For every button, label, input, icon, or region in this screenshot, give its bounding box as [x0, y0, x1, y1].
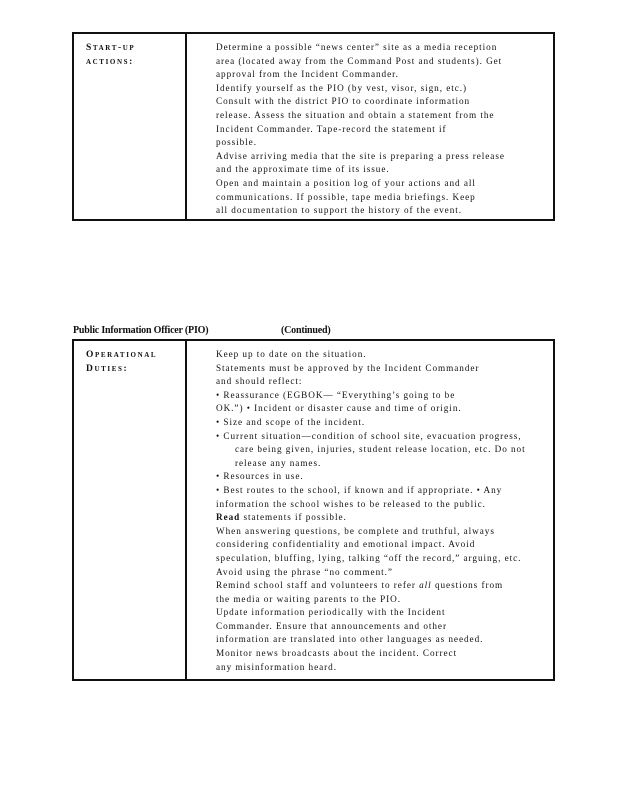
duty-line: Avoid using the phrase “no comment.” [216, 566, 393, 577]
duty-line: and should reflect: [216, 376, 303, 387]
section-continued: (Continued) [281, 325, 331, 336]
remind-post: questions from [431, 580, 504, 591]
startup-line: possible. [216, 137, 257, 148]
startup-line: area (located away from the Command Post and students). Get [216, 55, 503, 66]
startup-label-line1: Start-up [86, 43, 136, 53]
duty-line: • Size and scope of the incident. [216, 416, 366, 427]
duty-line: Commander. Ensure that announcements and other [216, 620, 447, 631]
operational-body [216, 348, 545, 674]
startup-line: communications. If possible, tape media briefings. Keep [216, 191, 476, 202]
duty-line: considering confidentiality and emotional impact. Avoid [216, 539, 476, 550]
duty-line: speculation, bluffing, lying, talking “off the record,” arguing, etc. [216, 552, 522, 563]
duty-line: care being given, injuries, student release location, etc. Do not [235, 444, 526, 455]
startup-line: and the approximate time of its issue. [216, 164, 390, 175]
remind-pre: Remind school staff and volunteers to refer [216, 580, 420, 591]
startup-line: all documentation to support the history of the event. [216, 205, 462, 216]
startup-label [86, 41, 135, 69]
duty-line: any misinformation heard. [216, 661, 337, 672]
duty-line: • Reassurance (EGBOK— “Everything’s going to be [216, 389, 456, 400]
startup-body [216, 41, 545, 218]
startup-line: Consult with the district PIO to coordinate information [216, 96, 471, 107]
startup-label-line2: actions: [86, 57, 134, 67]
duty-line: • Best routes to the school, if known and if appropriate. • Any [216, 484, 503, 495]
startup-line: Determine a possible “news center” site as a media reception [216, 42, 498, 52]
duty-line: Update information periodically with the Incident [216, 607, 446, 618]
duty-line: information are translated into other languages as needed. [216, 634, 484, 645]
startup-line: Identify yourself as the PIO (by vest, visor, sign, etc.) [216, 82, 468, 93]
duty-line: When answering questions, be complete and truthful, always [216, 525, 495, 536]
startup-label-cell [74, 34, 187, 219]
operational-label-line1: Operational [86, 350, 158, 360]
startup-line: Advise arriving media that the site is preparing a press release [216, 150, 505, 161]
read-emphasis: Read [216, 512, 241, 523]
operational-duties-table [72, 339, 555, 681]
duty-line: the media or waiting parents to the PIO. [216, 593, 401, 604]
operational-label [86, 348, 157, 376]
duty-line: Keep up to date on the situation. [216, 349, 367, 359]
duty-line: Statements must be approved by the Incident Commander [216, 362, 480, 373]
remind-all: all [419, 580, 432, 591]
read-rest: statements if possible. [240, 512, 347, 523]
startup-line: release. Assess the situation and obtain a statement from the [216, 109, 495, 120]
duty-line [216, 511, 545, 525]
operational-label-cell [74, 341, 187, 679]
startup-line: Open and maintain a position log of your actions and all [216, 177, 476, 188]
startup-line: approval from the Incident Commander. [216, 69, 399, 80]
section-title: Public Information Officer (PIO) [73, 325, 209, 336]
duty-line: release any names. [235, 457, 322, 468]
operational-label-line2: Duties: [86, 364, 129, 374]
duty-line: • Resources in use. [216, 471, 304, 482]
duty-line [216, 579, 545, 593]
startup-line: Incident Commander. Tape-record the statement if [216, 123, 447, 134]
startup-actions-table [72, 32, 555, 221]
duty-line: • Current situation—condition of school site, evacuation progress, [216, 430, 522, 441]
duty-line: Monitor news broadcasts about the incident. Correct [216, 648, 458, 659]
duty-line: information the school wishes to be released to the public. [216, 498, 486, 509]
duty-line: OK.”) • Incident or disaster cause and time of origin. [216, 403, 462, 414]
